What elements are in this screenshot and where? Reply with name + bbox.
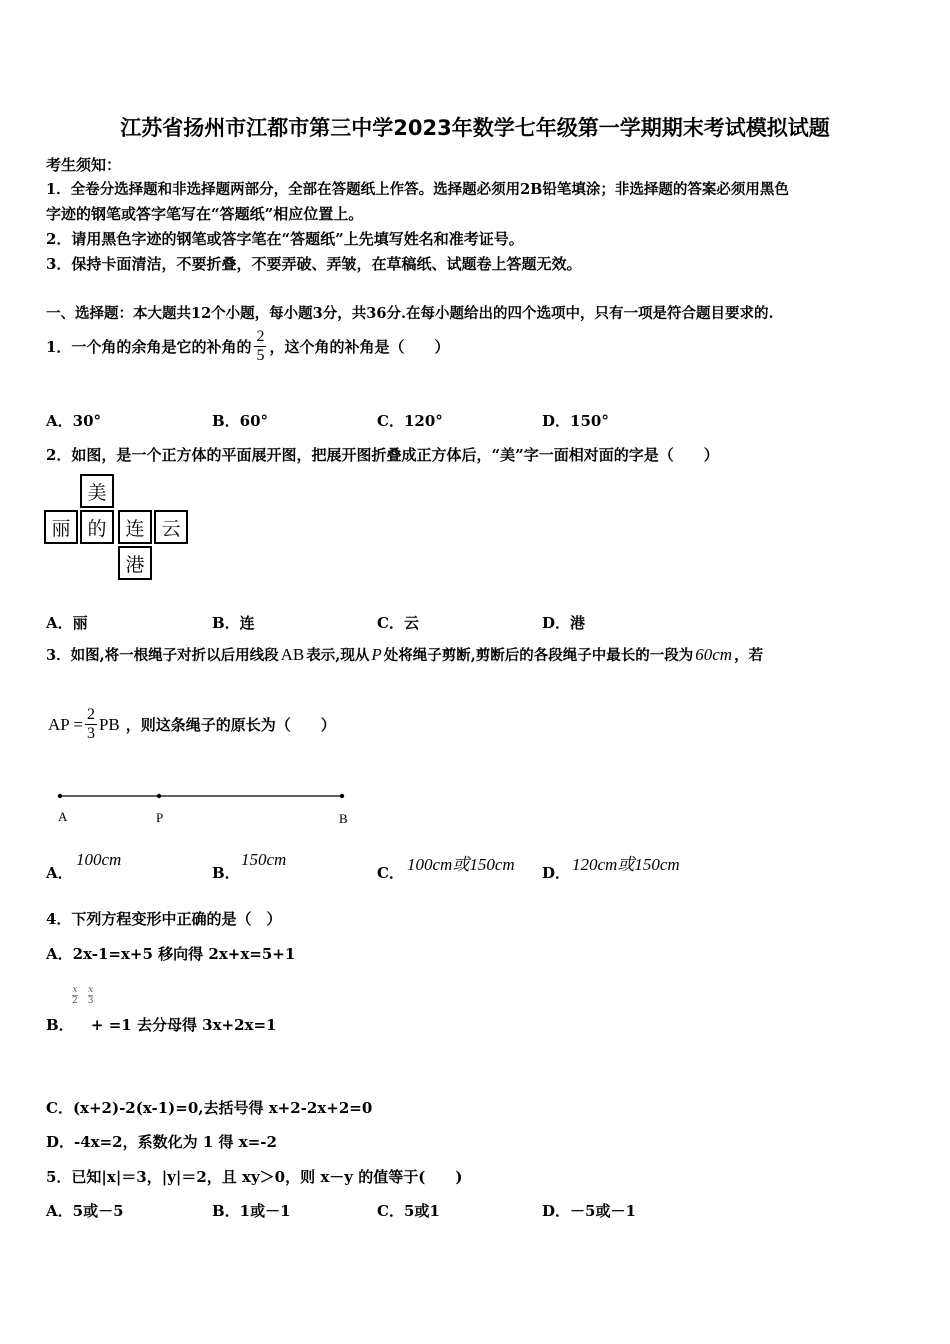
question-3-condition (48, 706, 336, 743)
segment-figure (50, 786, 360, 832)
question-5-option-a[interactable]: A．5或－5 (46, 1202, 124, 1220)
question-3-option-d-value[interactable]: 120cm或150cm (572, 855, 680, 874)
net-cell-1: 丽 (44, 510, 78, 544)
formula-right: PB (98, 714, 120, 734)
notice-item-2: 2．请用黑色字迹的钢笔或答字笔在“答题纸”上先填写姓名和准考证号。 (46, 230, 524, 248)
net-cell-4: 云 (154, 510, 188, 544)
denominator: 3 (87, 996, 94, 1006)
question-3-stem-a: 3．如图,将一根绳子对折以后用线段 (46, 647, 279, 664)
question-3-option-d-label[interactable]: D． (542, 864, 571, 882)
question-3-stem-b: 表示,现从 (306, 647, 370, 664)
question-2-option-a[interactable]: A．丽 (46, 614, 88, 632)
question-2-option-c[interactable]: C．云 (377, 614, 419, 632)
numerator: x (72, 985, 78, 995)
question-1-option-c[interactable]: C．120° (377, 412, 443, 430)
fraction-denominator: 3 (86, 725, 95, 742)
option-text: + =1 去分母得 3x+2x=1 (90, 1016, 277, 1034)
question-1-fraction (254, 328, 266, 365)
question-1-option-b[interactable]: B．60° (212, 412, 269, 430)
segment-ab-label: AB (280, 645, 305, 664)
section-heading: 一、选择题：本大题共12个小题，每小题3分，共36分.在每小题给出的四个选项中，只有一项是符合题目要求的. (46, 305, 774, 322)
small-fraction-2 (88, 985, 94, 1006)
question-3-option-a-value[interactable]: 100cm (76, 850, 122, 869)
question-5-option-d[interactable]: D．－5或－1 (542, 1202, 636, 1220)
question-3-stem-c: 处将绳子剪断,剪断后的各段绳子中最长的一段为 (383, 647, 694, 664)
net-cell-top: 美 (80, 474, 114, 508)
question-1 (46, 328, 449, 365)
notice-item-3: 3．保持卡面清洁，不要折叠，不要弄破、弄皱，在草稿纸、试题卷上答题无效。 (46, 255, 582, 273)
point-a-dot (58, 794, 62, 798)
notice-item-1-line-1: 1．全卷分选择题和非选择题两部分，全部在答题纸上作答。选择题必须用2B铅笔填涂；非选择题的答案必须用黑色 (46, 181, 789, 198)
net-cell-3: 连 (118, 510, 152, 544)
question-3-option-a-label[interactable]: A． (46, 864, 73, 882)
question-3-option-b-label[interactable]: B． (212, 864, 240, 882)
option-label: B． (46, 1016, 74, 1034)
net-cell-bottom: 港 (118, 546, 152, 580)
question-3-stem-e: ，则这条绳子的原长为（ ） (125, 716, 336, 734)
net-cell-2: 的 (80, 510, 114, 544)
point-p-label: P (156, 810, 164, 825)
question-1-stem-b: ，这个角的补角是（ ） (269, 338, 450, 356)
question-3-stem (46, 644, 763, 665)
page-title: 江苏省扬州市江都市第三中学2023年数学七年级第一学期期末考试模拟试题 (120, 116, 830, 140)
numerator: x (88, 985, 94, 995)
question-3-option-c-label[interactable]: C． (377, 864, 404, 882)
question-4-stem: 4．下列方程变形中正确的是（ ） (46, 910, 282, 928)
question-5-stem: 5．已知|x|＝3，|y|＝2，且 xy＞0，则 x－y 的值等于( ) (46, 1168, 463, 1186)
notice-item-1-line-2: 字迹的钢笔或答字笔写在“答题纸”相应位置上。 (46, 205, 364, 223)
question-3-stem-d: ，若 (734, 647, 764, 664)
length-value: 60cm (695, 645, 733, 664)
notice-heading: 考生须知： (46, 156, 122, 174)
fraction-numerator: 2 (86, 706, 95, 723)
question-1-stem-a: 1．一个角的余角是它的补角的 (46, 338, 252, 356)
formula-left: AP = (48, 714, 83, 734)
question-2-stem: 2．如图，是一个正方体的平面展开图，把展开图折叠成正方体后，“美”字一面相对面的字是（ ） (46, 446, 719, 464)
fraction-denominator: 5 (256, 347, 265, 364)
question-4-option-d[interactable]: D．-4x=2，系数化为 1 得 x=-2 (46, 1133, 277, 1151)
question-2-option-b[interactable]: B．连 (212, 614, 255, 632)
point-p-dot (157, 794, 161, 798)
question-4-option-a[interactable]: A．2x-1=x+5 移向得 2x+x=5+1 (46, 945, 296, 963)
question-1-option-d[interactable]: D．150° (542, 412, 609, 430)
question-5-option-c[interactable]: C．5或1 (377, 1202, 440, 1220)
question-1-option-a[interactable]: A．30° (46, 412, 102, 430)
cube-net-figure (44, 474, 194, 586)
denominator: 2 (72, 996, 78, 1006)
question-4-option-b[interactable] (46, 1014, 277, 1035)
fraction-numerator: 2 (256, 328, 265, 345)
small-fraction-1 (72, 985, 78, 1006)
formula-fraction (85, 706, 97, 743)
point-a-label: A (58, 809, 68, 824)
question-3-option-c-value[interactable]: 100cm或150cm (407, 855, 515, 874)
question-2-option-d[interactable]: D．港 (542, 614, 586, 632)
point-p-label: P (371, 645, 382, 664)
question-5-option-b[interactable]: B．1或－1 (212, 1202, 291, 1220)
point-b-dot (340, 794, 344, 798)
point-b-label: B (339, 811, 348, 826)
question-4-option-b-fractions (72, 985, 93, 1006)
question-3-option-b-value[interactable]: 150cm (241, 850, 287, 869)
question-4-option-c[interactable]: C．(x+2)-2(x-1)=0,去括号得 x+2-2x+2=0 (46, 1099, 373, 1117)
